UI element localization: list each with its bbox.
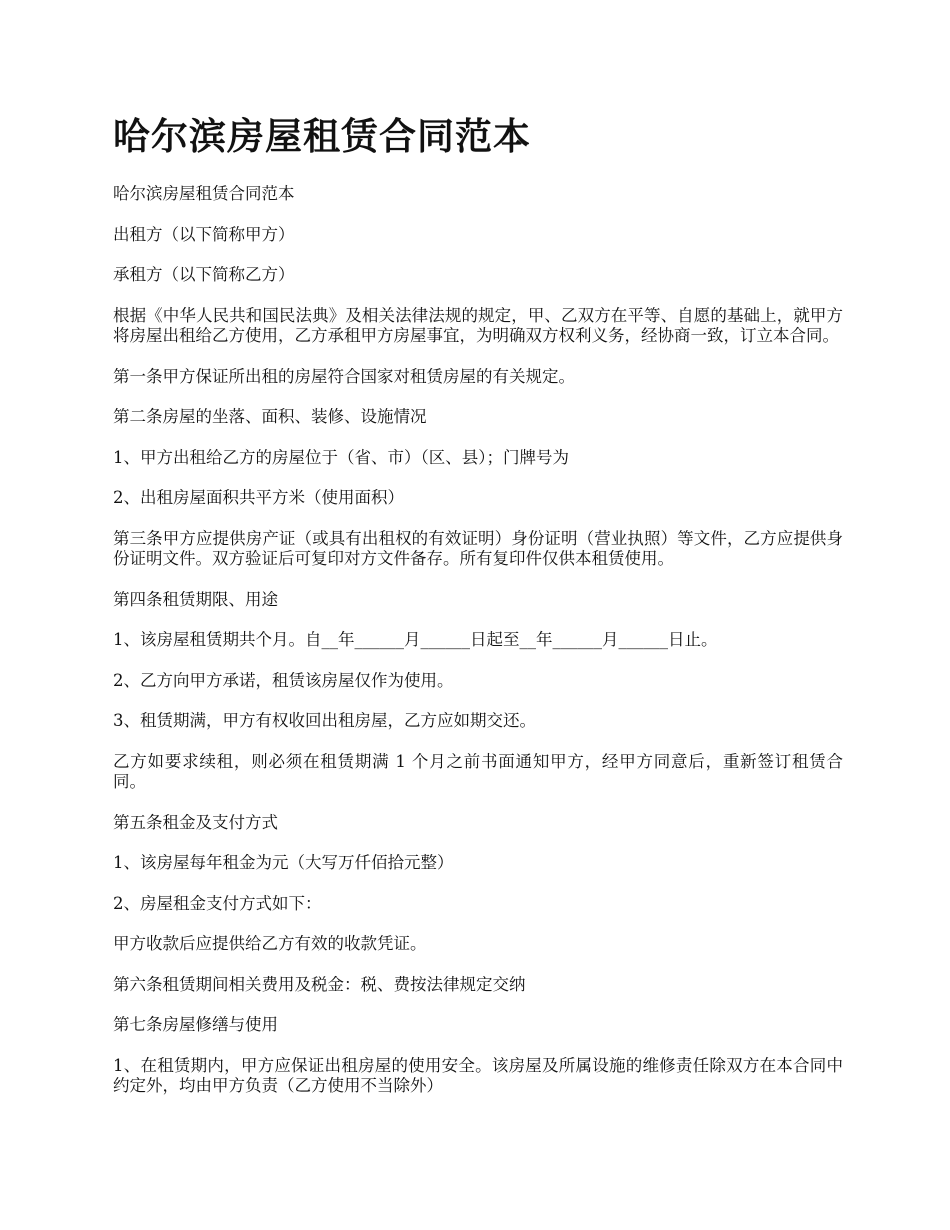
document-page <box>113 112 843 1117</box>
paragraph-renewal: 乙方如要求续租，则必须在租赁期满 1 个月之前书面通知甲方，经甲方同意后，重新签订租赁合同。 <box>113 751 843 791</box>
paragraph-article-4-item-2: 2、乙方向甲方承诺，租赁该房屋仅作为使用。 <box>113 670 454 690</box>
paragraph-article-5: 第五条租金及支付方式 <box>113 812 278 832</box>
paragraph-article-4: 第四条租赁期限、用途 <box>113 589 278 609</box>
paragraph-article-4-item-3: 3、租赁期满，甲方有权收回出租房屋，乙方应如期交还。 <box>113 711 536 730</box>
paragraph-preamble: 根据《中华人民共和国民法典》及相关法律法规的规定，甲、乙双方在平等、自愿的基础上，就甲方将房屋出租给乙方使用，乙方承租甲方房屋事宜，为明确双方权利义务，经协商一致，订立本合同。 <box>113 305 843 345</box>
paragraph-article-2-item-1: 1、甲方出租给乙方的房屋位于（省、市）（区、县）；门牌号为 <box>113 447 569 467</box>
paragraph-article-2-item-2: 2、出租房屋面积共平方米（使用面积） <box>113 488 404 507</box>
paragraph-lessee: 承租方（以下简称乙方） <box>113 265 295 284</box>
paragraph-subtitle: 哈尔滨房屋租赁合同范本 <box>113 184 295 203</box>
paragraph-article-2: 第二条房屋的坐落、面积、装修、设施情况 <box>113 407 427 426</box>
paragraph-article-5-item-2: 2、房屋租金支付方式如下： <box>113 893 322 913</box>
paragraph-article-7: 第七条房屋修缮与使用 <box>113 1015 278 1034</box>
paragraph-article-1: 第一条甲方保证所出租的房屋符合国家对租赁房屋的有关规定。 <box>113 366 575 386</box>
paragraph-article-5-item-1: 1、该房屋每年租金为元（大写万仟佰拾元整） <box>113 853 454 872</box>
paragraph-article-7-item-1: 1、在租赁期内，甲方应保证出租房屋的使用安全。该房屋及所属设施的维修责任除双方在本合同中约定外，均由甲方负责（乙方使用不当除外） <box>113 1055 843 1095</box>
paragraph-article-6: 第六条租赁期间相关费用及税金：税、费按法律规定交纳 <box>113 974 526 994</box>
document-title: 哈尔滨房屋租赁合同范本 <box>113 114 531 158</box>
paragraph-lessor: 出租方（以下简称甲方） <box>113 224 295 244</box>
paragraph-article-4-item-1: 1、该房屋租赁期共个月。自__年______月______日起至__年______月______日止。 <box>113 630 718 649</box>
paragraph-article-3: 第三条甲方应提供房产证（或具有出租权的有效证明）身份证明（营业执照）等文件，乙方应提供身份证明文件。双方验证后可复印对方文件备存。所有复印件仅供本租赁使用。 <box>113 528 843 568</box>
paragraph-receipt: 甲方收款后应提供给乙方有效的收款凭证。 <box>113 934 427 953</box>
